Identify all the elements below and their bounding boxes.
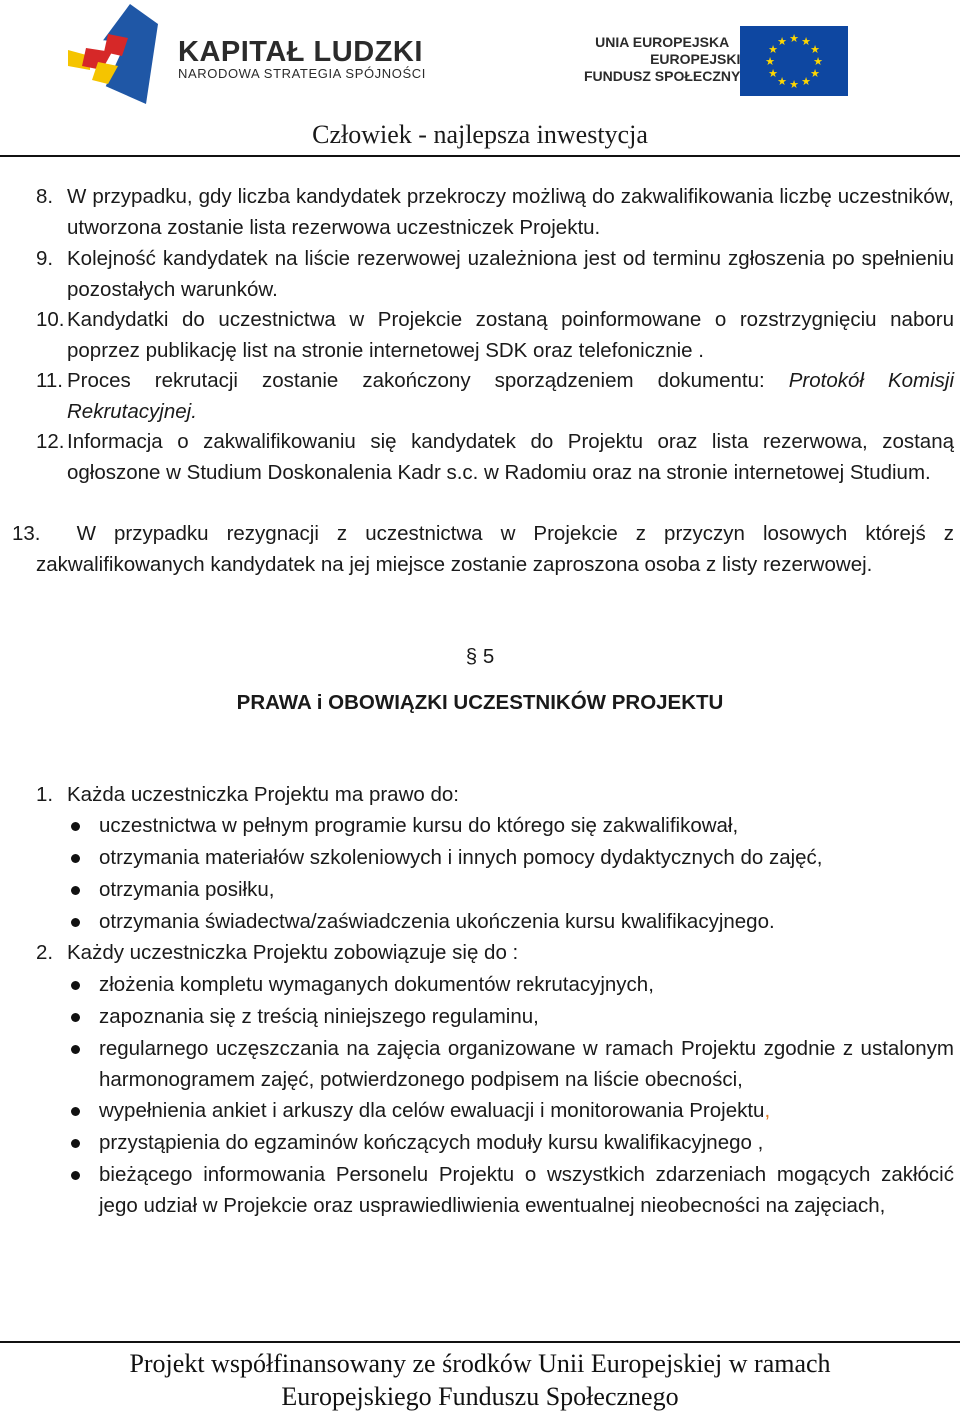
list-item [36,366,954,427]
bullet-icon [71,1107,80,1116]
item-text-italic: Protokół Komisji Rekrutacyjnej. [67,369,955,423]
item-text-plain: Proces rekrutacji zostanie zakończony sporządzeniem dokumentu: [67,369,789,392]
item-number: 8. [36,185,54,208]
bullet-text: otrzymania świadectwa/zaświadczenia ukończenia kursu kwalifikacyjnego. [99,910,775,933]
item-number: 11. [36,369,63,392]
bullet-text: uczestnictwa w pełnym programie kursu do którego się zakwalifikował, [99,814,739,837]
list-item [36,244,954,305]
eu-label-line3: FUNDUSZ SPOŁECZNY [584,68,741,84]
bullet-icon [71,1139,80,1148]
svg-text:★: ★ [801,75,811,88]
item-number: 9. [36,247,54,270]
page-header [0,0,960,160]
eu-flag-icon [740,26,848,96]
section-number: § 5 [465,645,495,668]
bullet-icon [71,981,80,990]
svg-text:★: ★ [777,75,787,88]
bullet-item [68,1096,954,1127]
bullet-text [99,1096,954,1127]
bullet-text: otrzymania materiałów szkoleniowych i innych pomocy dydaktycznych do zajęć, [99,846,823,869]
list-item-rights [36,780,954,811]
item-text: W przypadku rezygnacji z uczestnictwa w Projekcie z przyczyn losowych którejś z zakwalifikowanych kandydatek na jej miejsce zostanie zaproszona osoba z listy rezerwowej. [36,522,954,576]
footer-line2: Europejskiego Funduszu Społecznego [281,1382,679,1411]
list-item [36,182,954,243]
svg-text:★: ★ [789,78,799,91]
bullet-text: złożenia kompletu wymaganych dokumentów rekrutacyjnych, [99,973,654,996]
bullet-icon [71,1171,80,1180]
bullet-item [68,970,954,1001]
bullet-icon [71,1045,80,1054]
bullet-text: bieżącego informowania Personelu Projektu o wszystkich zdarzeniach mogących zakłócić jego udział w Projekcie oraz usprawiedliwienia ewentualnej nieobecności na zajęciach, [99,1163,954,1217]
logo-subtitle: NARODOWA STRATEGIA SPÓJNOŚCI [178,66,426,81]
bullet-text-comma: , [764,1099,771,1122]
header-divider [0,155,960,157]
bullet-item [68,1034,954,1095]
svg-text:★: ★ [768,43,778,56]
bullet-item [68,875,954,906]
svg-text:★: ★ [810,43,820,56]
motto: Człowiek - najlepsza inwestycja [312,120,648,149]
item-text: Kandydatki do uczestnictwa w Projekcie zostaną poinformowane o rozstrzygnięciu naboru poprzez publikację list na stronie internetowej SDK oraz telefonicznie . [67,308,954,362]
bullet-text: otrzymania posiłku, [99,878,275,901]
list-item [36,427,954,488]
item-text: Każda uczestniczka Projektu ma prawo do: [67,783,459,806]
item-text [67,366,954,427]
bullet-text: przystąpienia do egzaminów kończących moduły kursu kwalifikacyjnego , [99,1131,764,1154]
eu-label-line1: UNIA EUROPEJSKA [595,34,730,50]
kapital-ludzki-logo [68,4,158,106]
list-item [36,305,954,366]
bullet-item [68,1002,954,1033]
item-text: Każdy uczestniczka Projektu zobowiązuje się do : [67,941,519,964]
item-text: Kolejność kandydatek na liście rezerwowej uzależniona jest od terminu zgłoszenia po spełnieniu pozostałych warunków. [67,247,954,301]
bullet-icon [71,854,80,863]
item-text: Informacja o zakwalifikowaniu się kandydatek do Projektu oraz lista rezerwowa, zostaną ogłoszone w Studium Doskonalenia Kadr s.c. w Radomiu oraz na stronie internetowej Studium. [67,430,954,484]
bullet-item [68,1160,954,1221]
item-number: 1. [36,783,54,806]
bullet-text-main: wypełnienia ankiet i arkuszy dla celów ewaluacji i monitorowania Projektu [99,1099,765,1122]
bullet-item [68,907,954,938]
section-title: PRAWA i OBOWIĄZKI UCZESTNIKÓW PROJEKTU [236,691,724,714]
list-item-13 [12,519,954,580]
item-number: 10. [36,308,65,331]
svg-text:★: ★ [813,55,823,68]
logo-title: KAPITAŁ LUDZKI [178,36,423,68]
bullet-text: regularnego uczęszczania na zajęcia organizowane w ramach Projektu zgodnie z ustalonym harmonogramem zajęć, potwierdzonego podpisem na liście obecności, [99,1037,954,1091]
item-number: 2. [36,941,54,964]
svg-text:★: ★ [765,55,775,68]
svg-text:★: ★ [810,67,820,80]
bullet-text: zapoznania się z treścią niniejszego regulaminu, [99,1005,539,1028]
bullet-icon [71,1013,80,1022]
svg-text:★: ★ [789,32,799,45]
page-footer [0,1347,960,1413]
footer-divider [0,1341,960,1343]
item-text: W przypadku, gdy liczba kandydatek przekroczy możliwą do zakwalifikowania liczbę uczestników, utworzona zostanie lista rezerwowa uczestniczek Projektu. [67,185,954,239]
eu-label [584,34,740,85]
bullet-icon [71,918,80,927]
bullet-icon [71,886,80,895]
list-item-duties [36,938,954,969]
svg-text:★: ★ [777,35,787,48]
eu-label-line2: EUROPEJSKI [650,51,741,67]
bullet-item [68,843,954,874]
item-number: 12. [36,430,65,453]
item-number: 13. [12,522,41,545]
svg-text:★: ★ [768,67,778,80]
footer-line1: Projekt współfinansowany ze środków Unii Europejskiej w ramach [129,1349,831,1378]
bullet-item [68,1128,954,1159]
bullet-icon [71,822,80,831]
svg-text:★: ★ [801,35,811,48]
bullet-item [68,811,954,842]
